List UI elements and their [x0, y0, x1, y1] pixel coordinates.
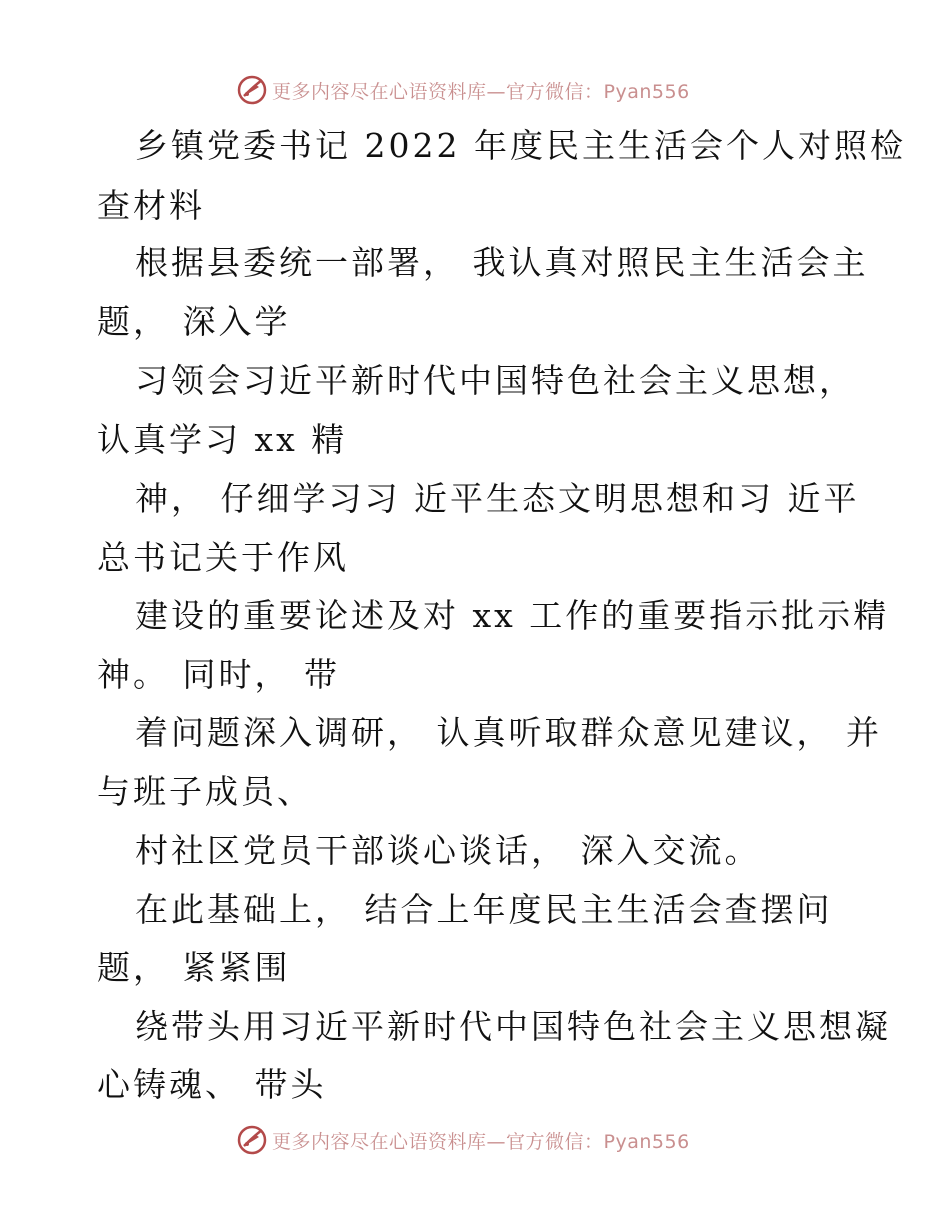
watermark-text-bottom: 更多内容尽在心语资料库—官方微信：Pyan556 — [272, 1130, 690, 1153]
text-line: 神， 仔细学习习 近平生态文明思想和习 近平 — [135, 479, 860, 518]
text-line: 绕带头用习近平新时代中国特色社会主义思想凝 — [135, 1007, 891, 1046]
text-line: 乡镇党委书记 2022 年度民主生活会个人对照检 — [135, 126, 906, 165]
text-line: 建设的重要论述及对 xx 工作的重要指示批示精 — [135, 596, 890, 635]
text-line: 神。 同时， 带 — [97, 655, 340, 694]
text-line: 总书记关于作风 — [97, 538, 349, 577]
text-line: 着问题深入调研， 认真听取群众意见建议， 并 — [135, 713, 882, 752]
text-line: 根据县委统一部署， 我认真对照民主生活会主 — [135, 243, 869, 282]
text-line: 心铸魂、 带头 — [97, 1065, 327, 1104]
text-line: 村社区党员干部谈心谈话， 深入交流。 — [135, 831, 761, 870]
text-line: 在此基础上， 结合上年度民主生活会查摆问 — [135, 890, 833, 929]
text-line: 查材料 — [97, 186, 205, 225]
quill-logo-icon — [236, 1124, 268, 1156]
text-line: 题， 深入学 — [97, 302, 291, 341]
watermark-banner-bottom — [236, 1123, 690, 1157]
text-line: 题， 紧紧围 — [97, 948, 291, 987]
text-line: 与班子成员、 — [97, 772, 313, 811]
text-line: 习领会习近平新时代中国特色社会主义思想， — [135, 361, 855, 400]
text-line: 认真学习 xx 精 — [97, 420, 348, 459]
watermark-text-top: 更多内容尽在心语资料库—官方微信：Pyan556 — [272, 80, 690, 103]
